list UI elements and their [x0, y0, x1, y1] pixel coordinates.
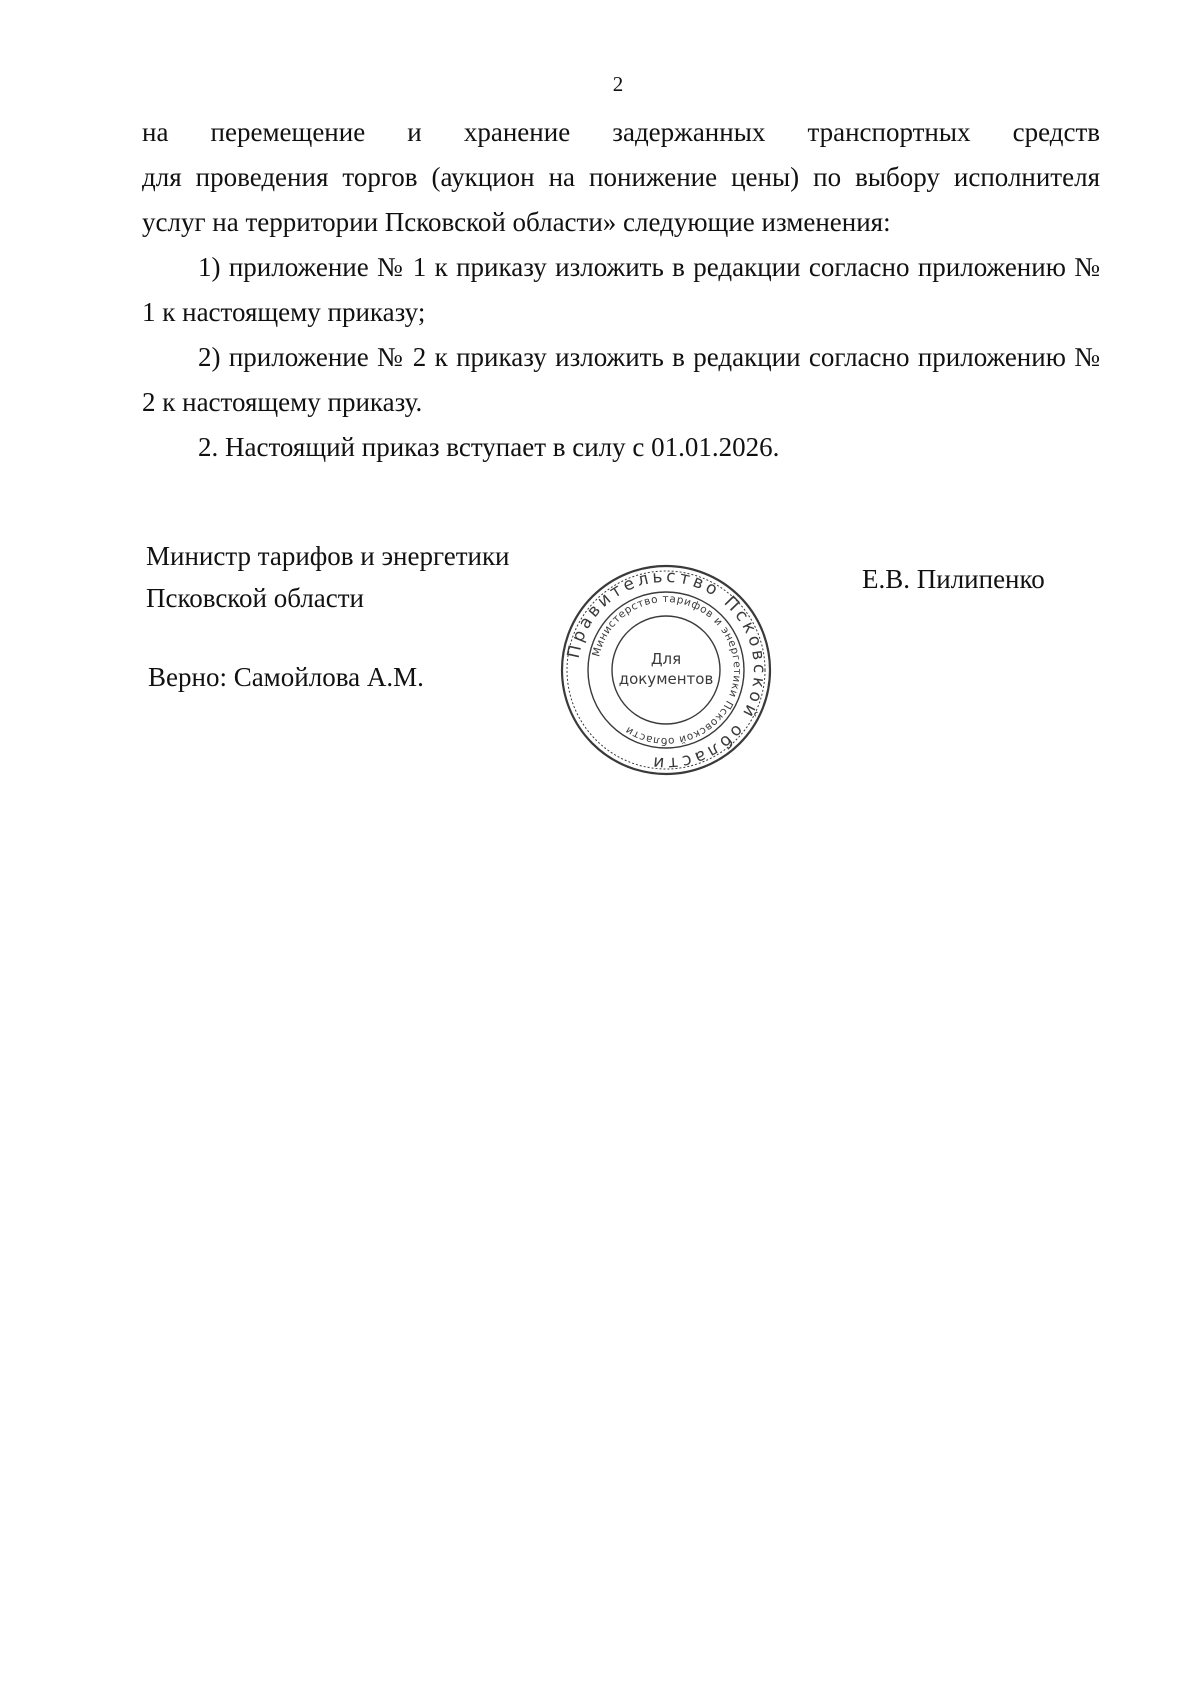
- document-body: [142, 110, 1100, 470]
- body-line-2: для проведения торгов (аукцион на понижение цены) по выбору исполнителя: [142, 162, 1100, 192]
- amendment-item-1: 1) приложение № 1 к приказу изложить в редакции согласно приложению № 1 к настоящему приказу;: [142, 252, 1100, 327]
- amendment-item-2: 2) приложение № 2 к приказу изложить в редакции согласно приложению № 2 к настоящему приказу.: [142, 342, 1100, 417]
- signatory-name: Е.В. Пилипенко: [862, 564, 1045, 594]
- seal-graphic: [556, 560, 776, 780]
- seal-outer-ring-text: Правительство Псковской области: [563, 566, 770, 774]
- seal-center-line-1: Для: [650, 650, 682, 668]
- seal-inner-ring-text: Министерство тарифов и энергетики Псковской области: [590, 592, 744, 748]
- signatory-title-line-1: Министр тарифов и энергетики: [146, 541, 510, 571]
- signatory-title: [146, 535, 510, 619]
- body-line-1: на перемещение и хранение задержанных транспортных средств: [142, 117, 1100, 147]
- seal-center-line-2: документов: [618, 670, 714, 688]
- effective-date-clause: 2. Настоящий приказ вступает в силу с 01.01.2026.: [198, 432, 780, 462]
- certified-copy-note: Верно: Самойлова А.М.: [148, 662, 424, 692]
- body-line-3: услуг на территории Псковской области» следующие изменения:: [142, 207, 891, 237]
- official-seal-stamp: [556, 560, 776, 780]
- page-number: 2: [612, 72, 624, 96]
- signatory-title-line-2: Псковской области: [146, 583, 365, 613]
